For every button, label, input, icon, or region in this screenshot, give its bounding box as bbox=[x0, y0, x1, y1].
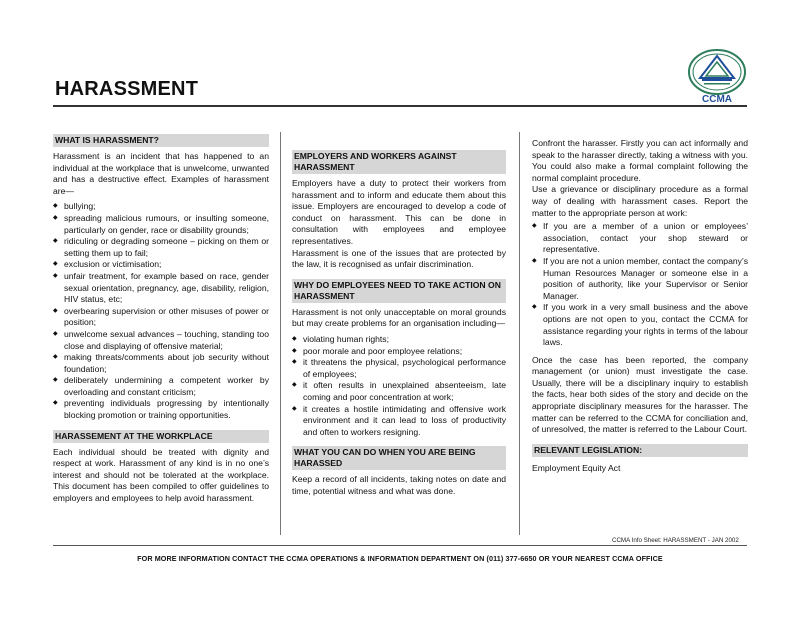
section-heading-legislation: RELEVANT LEGISLATION: bbox=[532, 444, 748, 457]
list-item: ◆ it threatens the physical, psychological performance of employees; bbox=[292, 357, 506, 380]
ccma-logo bbox=[686, 48, 748, 106]
column-divider bbox=[280, 132, 281, 535]
title-divider bbox=[53, 105, 747, 107]
confront-text: Confront the harasser. Firstly you can act informally and speak to the harasser directly, taking a witness with you. You could also make a formal complaint following the normal complaint procedure. bbox=[532, 138, 748, 183]
problems-list bbox=[292, 334, 506, 438]
harassment-examples-list bbox=[53, 201, 269, 421]
footer-divider bbox=[53, 545, 747, 546]
column-left bbox=[53, 134, 269, 505]
section-heading-workplace: HARASSEMENT AT THE WORKPLACE bbox=[53, 430, 269, 443]
list-item: ◆ If you are a member of a union or employees’ association, contact your shop steward or representative. bbox=[532, 221, 748, 256]
list-item: ◆ violating human rights; bbox=[292, 334, 506, 346]
list-item: ◆ spreading malicious rumours, or insulting someone, particularly on gender, race or disability grounds; bbox=[53, 213, 269, 236]
list-item: ◆ deliberately undermining a competent worker by overloading and constant criticism; bbox=[53, 375, 269, 398]
section-heading-what-you-can-do: WHAT YOU CAN DO WHEN YOU ARE BEING HARASSED bbox=[292, 446, 506, 470]
list-item: ◆ unwelcome sexual advances – touching, standing too close and displaying of offensive material; bbox=[53, 329, 269, 352]
workplace-text: Each individual should be treated with dignity and respect at work. Harassment of any kind is in no one’s interest and should not be tolerated at the workplace. This document has been compiled to offer guidelines to employers and employees to help avoid harassment. bbox=[53, 446, 269, 504]
report-options-list bbox=[532, 221, 748, 349]
why-text: Harassment is not only unacceptable on moral grounds but may create problems for an organisation including— bbox=[292, 306, 506, 329]
list-item: ◆ poor morale and poor employee relations; bbox=[292, 346, 506, 358]
column-middle bbox=[292, 150, 506, 497]
employers-text-2: Harassment is one of the issues that are protected by the law, it is recognised as unfair discrimination. bbox=[292, 247, 506, 270]
grievance-text: Use a grievance or disciplinary procedure as a formal way of dealing with harassment cases. Report the matter to the appropriate person at work: bbox=[532, 184, 748, 218]
section-heading-why: WHY DO EMPLOYEES NEED TO TAKE ACTION ON HARASSMENT bbox=[292, 279, 506, 303]
list-item: ◆ it often results in unexplained absenteeism, late coming and poor concentration at work; bbox=[292, 380, 506, 403]
list-item: ◆ overbearing supervision or other misuses of power or position; bbox=[53, 306, 269, 329]
list-item: ◆ bullying; bbox=[53, 201, 269, 213]
page-title: HARASSMENT bbox=[55, 78, 199, 100]
section-heading-employers: EMPLOYERS AND WORKERS AGAINST HARASSMENT bbox=[292, 150, 506, 174]
section-heading-what-is: WHAT IS HARASSMENT? bbox=[53, 134, 269, 147]
logo-text: CCMA bbox=[702, 94, 732, 105]
what-you-can-do-text: Keep a record of all incidents, taking notes on date and time, potential witness and what was done. bbox=[292, 474, 506, 496]
once-reported-text: Once the case has been reported, the company management (or union) must investigate the case. Usually, there will be a disciplinary inquiry to establish the facts, hear both sides of the story and decide on the appropriate disciplinary measures for the harasser. The matter can be referred to the CCMA for conciliation and, of unresolved, the matter is referred to the Labour Court. bbox=[532, 354, 748, 435]
list-item: ◆ ridiculing or degrading someone – picking on them or setting them up to fail; bbox=[53, 236, 269, 259]
list-item: ◆ exclusion or victimisation; bbox=[53, 259, 269, 271]
list-item: ◆ unfair treatment, for example based on race, gender sexual orientation, pregnancy, age, disability, religion, HIV status, etc; bbox=[53, 271, 269, 306]
what-is-text: Harassment is an incident that has happened to an individual at the workplace that is unwelcome, unwanted and has a destructive effect. Examples of harassment are— bbox=[53, 151, 269, 196]
list-item: ◆ it creates a hostile intimidating and offensive work environment and it can lead to loss of productivity and often to workers resigning. bbox=[292, 404, 506, 439]
footer-contact: FOR MORE INFORMATION CONTACT THE CCMA OPERATIONS & INFORMATION DEPARTMENT ON (011) 377-6650 OR YOUR NEAREST CCMA OFFICE bbox=[137, 554, 663, 563]
employers-text-1: Employers have a duty to protect their workers from harassment and to inform and educate them about this issue. Employers are encouraged to develop a code of conduct on harassment. This can be done in consultation with employees and employee representatives. bbox=[292, 178, 506, 246]
ccma-logo-icon bbox=[686, 48, 748, 106]
list-item: ◆ If you work in a very small business and the above options are not open to you, contact the CCMA for assistance regarding your rights in terms of the labour laws. bbox=[532, 302, 748, 348]
list-item: ◆ making threats/comments about job security without foundation; bbox=[53, 352, 269, 375]
list-item: ◆ If you are not a union member, contact the company’s Human Resources Manager or someone else in a position of authority, like your Supervisor or Senior Manager. bbox=[532, 256, 748, 302]
legislation-text: Employment Equity Act bbox=[532, 462, 621, 473]
column-divider bbox=[519, 132, 520, 535]
column-right bbox=[532, 138, 748, 474]
list-item: ◆ preventing individuals progressing by intentionally blocking promotion or training opportunities. bbox=[53, 398, 269, 421]
info-sheet-label: CCMA Info Sheet: HARASSMENT - JAN 2002 bbox=[612, 537, 739, 544]
